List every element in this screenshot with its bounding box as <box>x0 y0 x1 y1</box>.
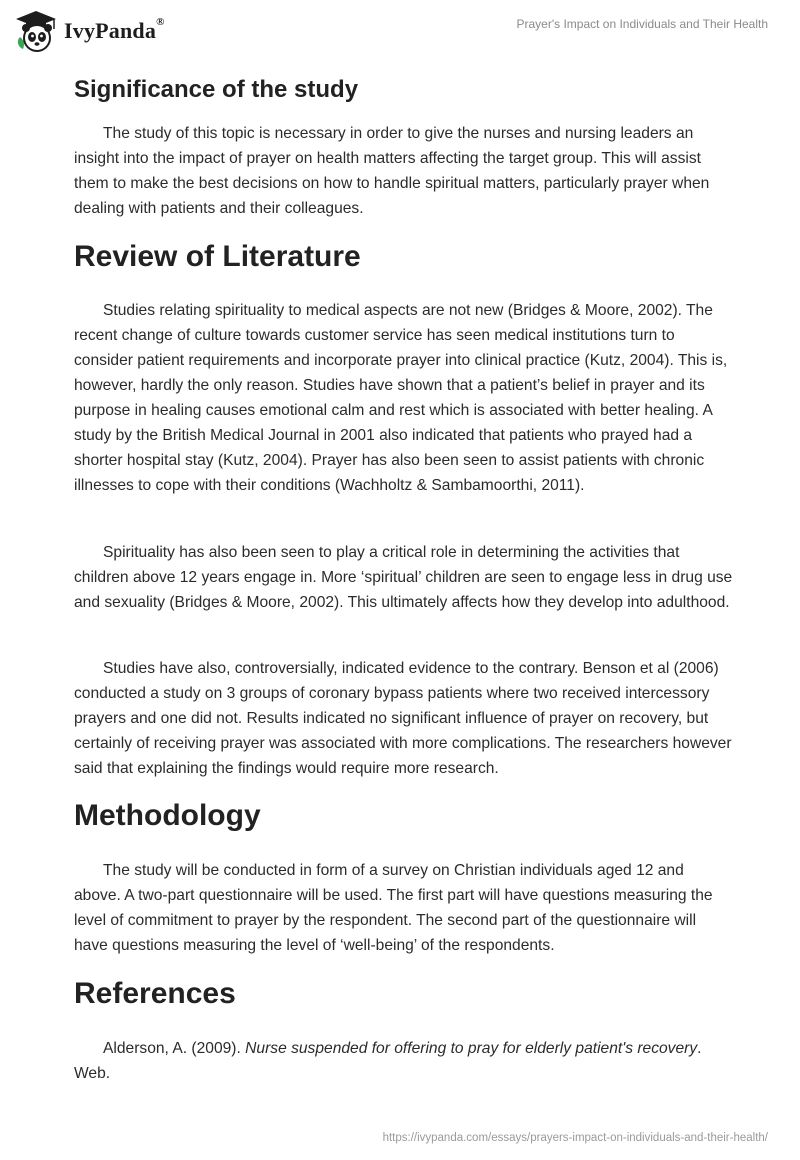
paragraph-significance: The study of this topic is necessary in order to give the nurses and nursing leaders an insight into the impact of prayer on health matters affecting the target group. This will assist them to make the best decisions on how to handle spiritual matters, particularly prayer when dealing with patients and their colleagues. <box>74 125 710 217</box>
heading-methodology: Methodology <box>74 799 261 832</box>
heading-review-of-literature: Review of Literature <box>74 240 361 273</box>
reference-entry: Alderson, A. (2009). Nurse suspended for offering to pray for elderly patient's recovery. Web. <box>74 1040 702 1082</box>
paragraph-methodology: The study will be conducted in form of a survey on Christian individuals aged 12 and above. A two-part questionnaire will be used. The first part will have questions measuring the level of commitment to prayer by the respondent. The second part of the questionnaire will have questions measuring the level of ‘well-being’ of the respondents. <box>74 862 713 954</box>
source-url-link[interactable]: https://ivypanda.com/essays/prayers-impact-on-individuals-and-their-health/ <box>382 1132 768 1144</box>
heading-references: References <box>74 977 236 1010</box>
paragraph-review-1: Studies relating spirituality to medical aspects are not new (Bridges & Moore, 2002). The recent change of culture towards customer service has seen medical institutions turn to consider patient requirements and incorporate prayer into clinical practice (Kutz, 2004). This is, however, hardly the only reason. Studies have shown that a patient’s belief in prayer and its purpose in healing causes emotional calm and rest which is associated with better healing. A study by the British Medical Journal in 2001 also indicated that patients who prayed had a shorter hospital stay (Kutz, 2004). Prayer has also been seen to assist patients with chronic illnesses to cope with their conditions (Wachholtz & Sambamoorthi, 2011). <box>74 302 728 494</box>
panda-graduate-icon <box>14 9 58 53</box>
page-header <box>0 0 800 64</box>
brand-name: IvyPanda® <box>64 16 165 43</box>
reference-title: Nurse suspended for offering to pray for elderly patient's recovery <box>245 1040 698 1057</box>
paragraph-review-2: Spirituality has also been seen to play a critical role in determining the activities that children above 12 years engage in. More ‘spiritual’ children are seen to engage less in drug use and sexuality (Bridges & Moore, 2002). This ultimately affects how they develop into adulthood. <box>74 544 733 611</box>
brand-logo[interactable] <box>14 9 165 53</box>
heading-significance: Significance of the study <box>74 76 359 103</box>
paragraph-review-3: Studies have also, controversially, indicated evidence to the contrary. Benson et al (2006) conducted a study on 3 groups of coronary bypass patients where two received intercessory prayers and one did not. Results indicated no significant influence of prayer on recovery, but certainly of receiving prayer was associated with more complications. The researchers however said that explaining the findings would require more research. <box>74 660 732 777</box>
document-title: Prayer's Impact on Individuals and Their Health <box>516 17 768 31</box>
